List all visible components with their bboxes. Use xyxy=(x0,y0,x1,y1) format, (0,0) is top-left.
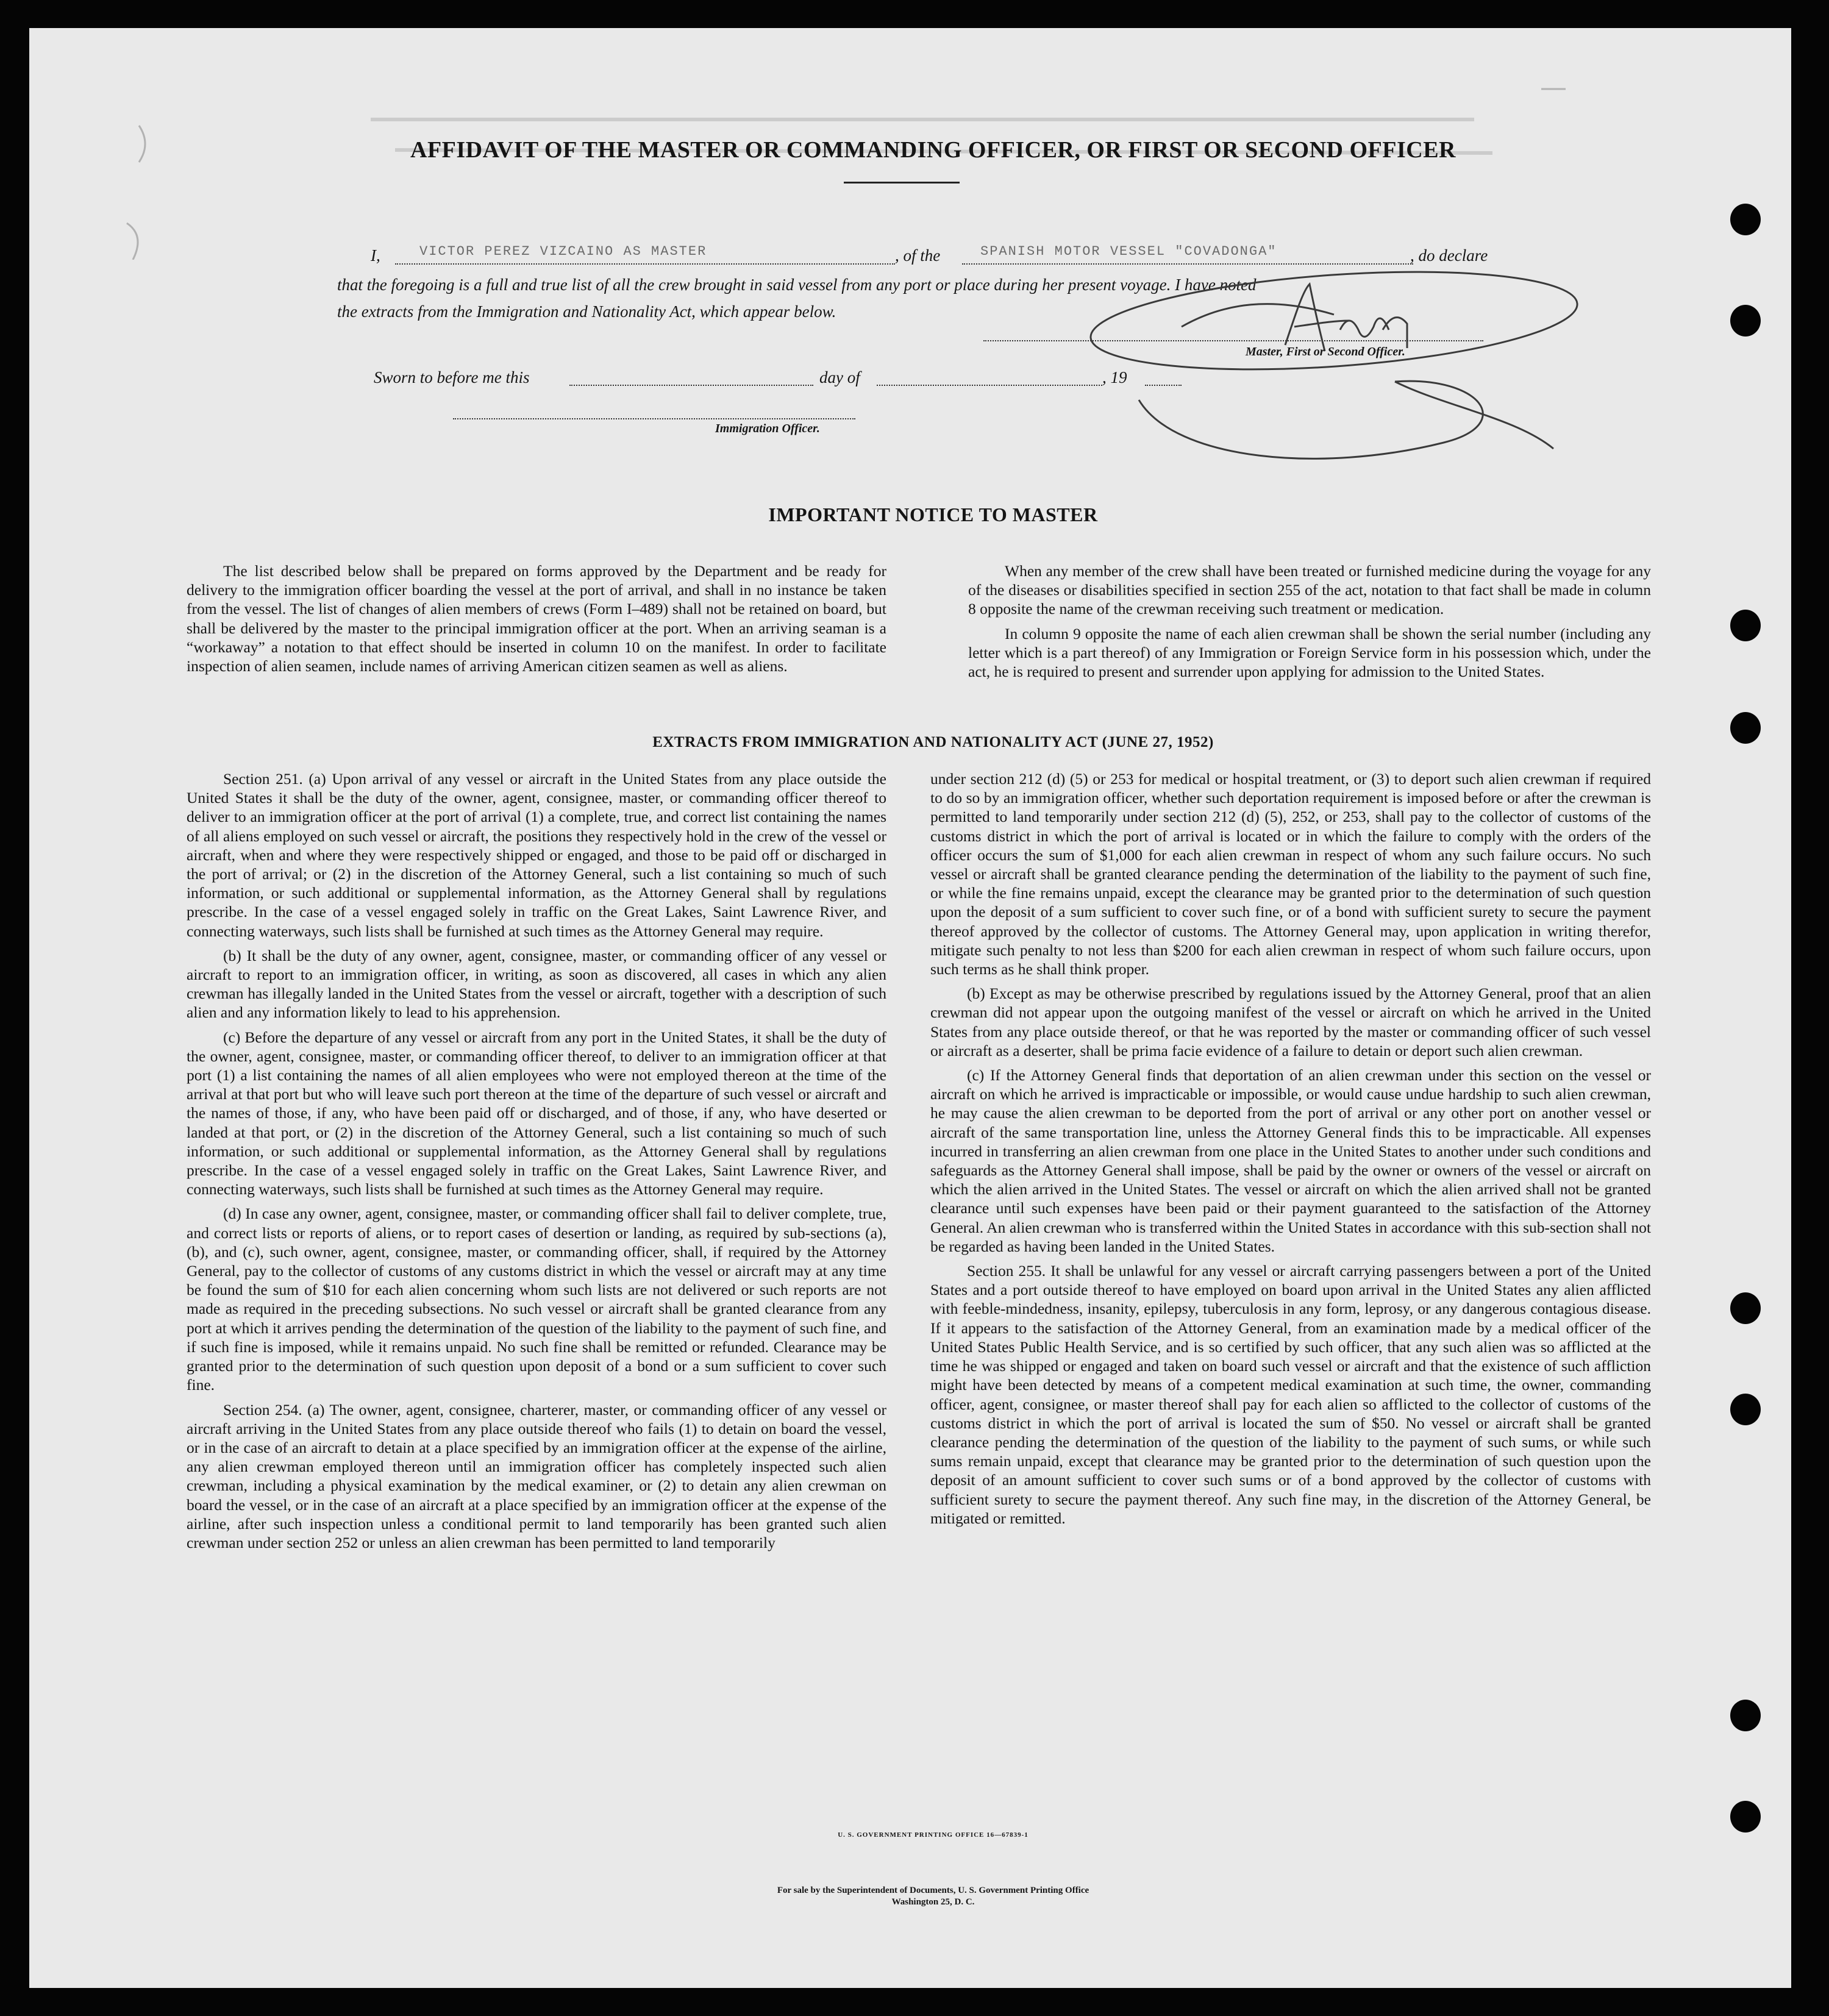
gpo-line: U. S. GOVERNMENT PRINTING OFFICE 16—67839-1 xyxy=(838,1831,1029,1839)
punch-hole-icon xyxy=(1730,712,1761,744)
extracts-right-column xyxy=(930,769,1651,1533)
signature-caption: Master, First or Second Officer. xyxy=(1246,345,1405,358)
master-name-field[interactable]: VICTOR PEREZ VIZCAINO AS MASTER xyxy=(419,244,707,259)
notice-left-column xyxy=(187,561,886,681)
punch-hole-icon xyxy=(1730,610,1761,641)
year-label: , 19 xyxy=(1102,368,1127,386)
section-254a-continued: under section 212 (d) (5) or 253 for medical or hospital treatment, or (3) to deport such alien crewman if required to do so by an immigration officer, whether such deportation requirement is imposed before or after the crewman is permitted to land temporarily under section 212 (d) (5), 252, or 253, shall pay to the collector of customs of the customs district in which the port of arrival is located or in which the failure to comply with the orders of the officer occurs the sum of $1,000 for each alien crewman in respect of whom any such failure occurs. No such vessel or aircraft shall be granted clearance pending the determination of the liability to the payment of such fine, or while the fine remains unpaid, except the clearance may be granted prior to the determination of such question upon the deposit of a sum sufficient to cover such fine, or of a bond with sufficient surety to secure the payment thereof approved by the collector of customs. The Attorney General may, upon application in writing therefor, mitigate such penalty to not less than $200 for each alien crewman in respect of whom such failure occurs, upon such terms as he shall think proper. xyxy=(930,770,1651,978)
punch-hole-icon xyxy=(1730,1700,1761,1731)
form-page xyxy=(29,28,1791,1988)
day-of-label: day of xyxy=(819,368,860,386)
section-251a: Section 251. (a) Upon arrival of any vessel or aircraft in the United States from any place outside the United States it shall be the duty of the owner, agent, consignee, master, or commanding officer thereof to deliver to an immigration officer at the port of arrival (1) a complete, true, and correct list containing the names of all aliens employed on such vessel or aircraft, the positions they respectively hold in the crew of the vessel or aircraft, when and where they were respectively shipped or engaged, and those to be paid off or discharged in the port of arrival; or (2) in the discretion of the Attorney General, such a list containing so much of such information, or such additional or supplemental information, as the Attorney General shall by regulations prescribe. In the case of a vessel engaged solely in traffic on the Great Lakes, Saint Lawrence River, and connecting waterways, such lists shall be furnished at such times as the Attorney General may require. xyxy=(187,770,886,940)
master-name-line xyxy=(395,263,895,265)
notice-right-column xyxy=(968,561,1651,686)
punch-hole-icon xyxy=(1730,204,1761,235)
sworn-year-field[interactable] xyxy=(1145,385,1182,386)
sale-line-1: For sale by the Superintendent of Documents, U. S. Government Printing Office xyxy=(777,1886,1089,1895)
immigration-officer-line[interactable] xyxy=(453,418,855,419)
punch-hole-icon xyxy=(1730,1394,1761,1425)
notice-paragraph: In column 9 opposite the name of each alien crewman shall be shown the serial number (including any letter which is a part thereof) of any Immigration or Foreign Service form in his possession which, under the act, he is required to present and surrender upon applying for admission to the United States. xyxy=(968,624,1651,681)
title-rule xyxy=(844,182,960,183)
i-label: I, xyxy=(371,246,380,265)
extracts-left-column xyxy=(187,769,886,1558)
notice-title: IMPORTANT NOTICE TO MASTER xyxy=(768,504,1098,525)
sale-line-2: Washington 25, D. C. xyxy=(891,1897,975,1907)
section-255: Section 255. It shall be unlawful for any vessel or aircraft carrying passengers between a port of the United States and a port outside thereof to have employed on board upon arrival in the United States any alien afflicted with feeble-mindedness, insanity, epilepsy, tuberculosis in any form, leprosy, or any dangerous contagious disease. If it appears to the satisfaction of the Attorney General, from an examination made by a medical officer of the United States Public Health Service, and is so certified by such officer, that any such alien was so afflicted at the time he was shipped or engaged and taken on board such vessel or aircraft and that the existence of such affliction might have been detected by means of a competent medical examination at such time, the owner, commanding officer, agent, consignee, or master thereof shall pay for each alien so afflicted to the collector of customs of the customs district in which the port of arrival is located the sum of $50. No vessel or aircraft shall be granted clearance pending the determination of the question of the liability to the payment of such sums, or while such sums remain unpaid, except that clearance may be granted prior to the determination of such question upon the deposit of an amount sufficient to cover such sums or of a bond approved by the collector of customs with sufficient surety to secure the payment thereof. Any such fine may, in the discretion of the Attorney General, be mitigated or remitted. xyxy=(930,1262,1651,1527)
section-251c: (c) Before the departure of any vessel or aircraft from any port in the United States, it shall be the duty of the owner, agent, consignee, master, or commanding officer thereof, to deliver to an immigration officer at that port (1) a list containing the names of all alien employees who were not employed thereon at the time of the arrival at that port but who will leave such port thereon at the time of the departure of such vessel or aircraft and the names of those, if any, who have been paid off or discharged, and of those, if any, who have deserted or landed at that port, or (2) in the discretion of the Attorney General, such a list containing so much of such information, or such additional or supplemental information, as the Attorney General shall by regulations prescribe. In the case of a vessel engaged solely in traffic on the Great Lakes, Saint Lawrence River, and connecting waterways, such lists shall be furnished at such times as the Attorney General may require. xyxy=(187,1028,886,1199)
declare-label: , do declare xyxy=(1410,246,1488,265)
sworn-day-field[interactable] xyxy=(569,385,813,386)
section-254c: (c) If the Attorney General finds that deportation of an alien crewman under this section on the vessel or aircraft on which he arrived is impracticable or impossible, or would cause undue hardship to such alien crewman, he may cause the alien crewman to be deported from the port of arrival or any other port on another vessel or aircraft of the same transportation line, unless the Attorney General finds this to be impracticable. All expenses incurred in transferring an alien crewman from one place in the United States to another under such conditions and safeguards as the Attorney General shall impose, shall be paid by the owner or owners of the vessel or aircraft on which the alien arrived in the United States. The vessel or aircraft on which the alien arrived shall not be granted clearance until such expenses have been paid or their payment guaranteed to the satisfaction of the Attorney General. An alien crewman who is transferred within the United States in accordance with this sub-section shall not be regarded as having been landed in the United States. xyxy=(930,1066,1651,1255)
declaration-line-3: the extracts from the Immigration and Nationality Act, which appear below. xyxy=(337,302,836,321)
affidavit-title: AFFIDAVIT OF THE MASTER OR COMMANDING OFFICER, OR FIRST OR SECOND OFFICER xyxy=(410,137,1456,163)
punch-hole-icon xyxy=(1730,1801,1761,1833)
section-254b: (b) Except as may be otherwise prescribed by regulations issued by the Attorney General, proof that an alien crewman did not appear upon the outgoing manifest of the vessel or aircraft on which he arrived in the United States from any place outside thereof, or that he was reported by the master or commanding officer of such vessel or aircraft as a deserter, shall be prima facie evidence of a failure to detain or deport such alien crewman. xyxy=(930,985,1651,1060)
punch-hole-icon xyxy=(1730,1292,1761,1324)
notice-paragraph: The list described below shall be prepared on forms approved by the Department and be ready for delivery to the immigration officer boarding the vessel at the port of arrival, and shall in no instance be taken from the vessel. The list of changes of alien members of crews (Form I–489) shall not be retained on board, but shall be delivered by the master to the principal immigration officer at the port. When an arriving seaman is a “workaway” a notation to that effect should be inserted in column 10 on the manifest. In order to facilitate inspection of alien seamen, include names of arriving American citizen seamen as well as aliens. xyxy=(187,562,886,675)
of-the-label: , of the xyxy=(895,246,941,265)
vessel-name-field[interactable]: SPANISH MOTOR VESSEL "COVADONGA" xyxy=(980,244,1277,259)
sworn-month-field[interactable] xyxy=(877,385,1102,386)
section-251b: (b) It shall be the duty of any owner, agent, consignee, master, or commanding officer of any vessel or aircraft to report to an immigration officer, in writing, as soon as discovered, all cases in which any alien crewman has illegally landed in the United States from the vessel or aircraft, together with a description of such alien and any information likely to lead to his apprehension. xyxy=(187,946,886,1022)
extracts-title: EXTRACTS FROM IMMIGRATION AND NATIONALITY ACT (JUNE 27, 1952) xyxy=(652,734,1214,750)
sworn-label: Sworn to before me this xyxy=(374,368,530,386)
signature-icon xyxy=(1017,260,1602,467)
declaration-line-2: that the foregoing is a full and true list of all the crew brought in said vessel from any port or place during her present voyage. I have noted xyxy=(337,276,1257,294)
punch-hole-icon xyxy=(1730,305,1761,337)
section-251d: (d) In case any owner, agent, consignee, master, or commanding officer shall fail to deliver complete, true, and correct lists or reports of aliens, or to report cases of desertion or landing, as required by sub-sections (a), (b), and (c), such owner, agent, consignee, master, or commanding officer, shall, if required by the Attorney General, pay to the collector of customs of any customs district in which the vessel or aircraft may at any time be found the sum of $10 for each alien concerning whom such lists are not delivered or such reports are not made as required in the preceding subsections. No such vessel or aircraft shall be granted clearance from any port at which it arrives pending the determination of the question of the liability to the payment of such fine, and if such fine is imposed, while it remains unpaid. No such fine shall be remitted or refunded. Clearance may be granted prior to the determination of such question upon deposit of a bond or a sum sufficient to cover such fine. xyxy=(187,1205,886,1394)
notice-paragraph: When any member of the crew shall have been treated or furnished medicine during the voyage for any of the diseases or disabilities specified in section 255 of the act, notation to that fact shall be made in column 8 opposite the name of the crewman receiving such treatment or medication. xyxy=(968,562,1651,618)
section-254a: Section 254. (a) The owner, agent, consignee, charterer, master, or commanding officer of any vessel or aircraft arriving in the United States from any place outside thereof who fails (1) to detain on board the vessel, or in the case of an aircraft to detain at a place specified by an immigration officer at the expense of the airline, any alien crewman employed thereon until an immigration officer has completely inspected such alien crewman, including a physical examination by the medical examiner, or (2) to detain any alien crewman on board the vessel, or in the case of an aircraft at a place specified by an immigration officer at the expense of the airline, after such inspection unless a conditional permit to land temporarily has been granted such alien crewman under section 252 or unless an alien crewman has been permitted to land temporarily xyxy=(187,1400,886,1551)
immigration-officer-caption: Immigration Officer. xyxy=(715,422,820,435)
